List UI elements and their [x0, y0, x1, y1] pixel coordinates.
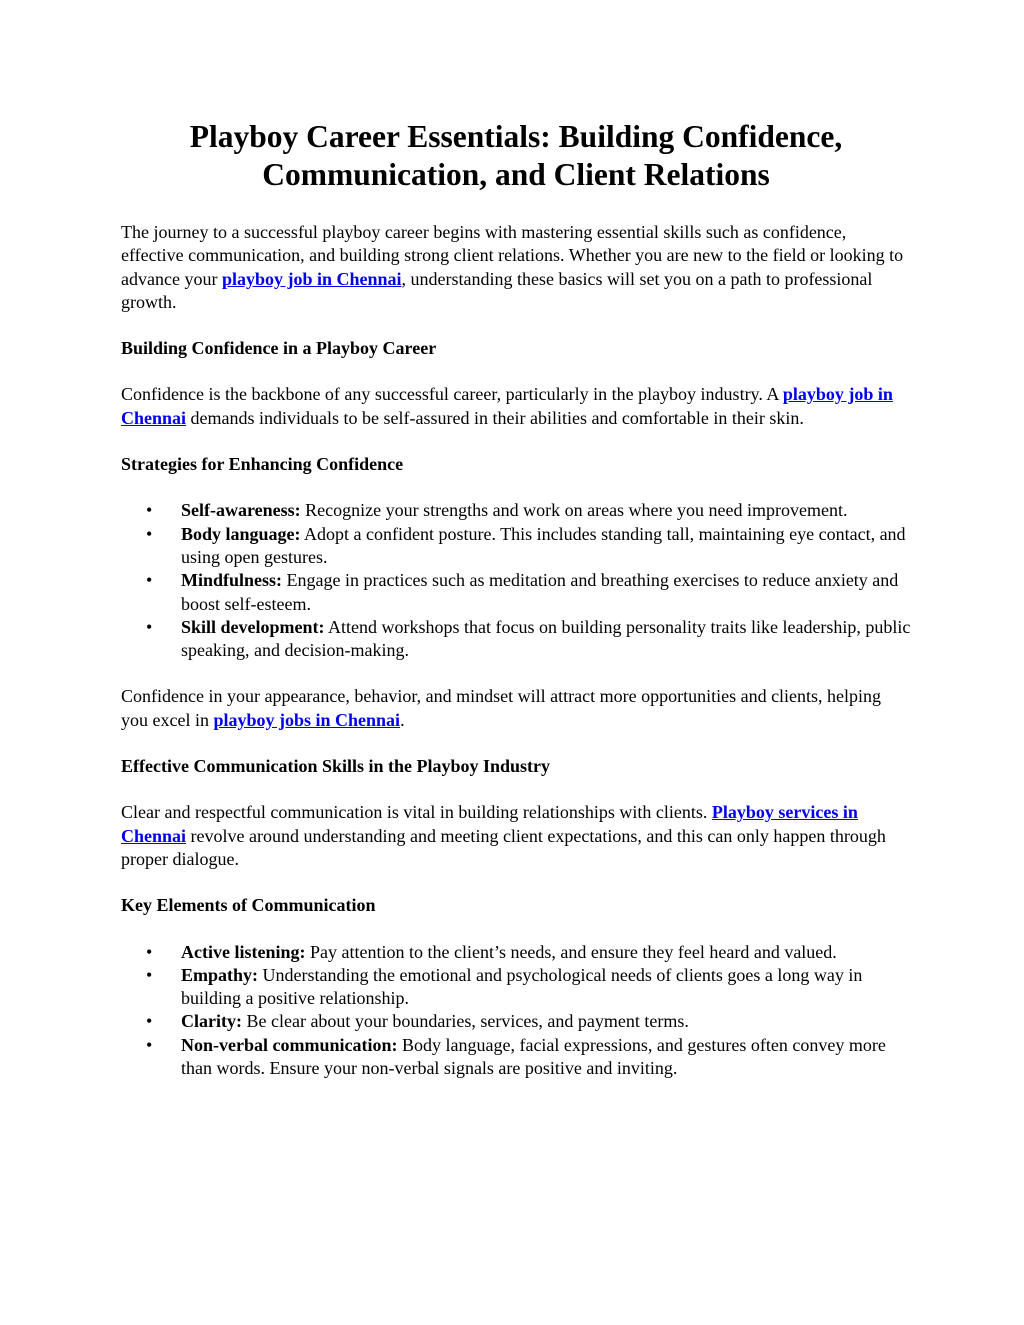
intro-paragraph	[121, 221, 911, 314]
list-item	[121, 616, 911, 663]
page-title: Playboy Career Essentials: Building Confidence, Communication, and Client Relations	[189, 119, 843, 192]
document-page	[121, 118, 911, 1080]
list-item-term: Body language:	[181, 523, 301, 544]
list-item	[121, 569, 911, 616]
list-item-text: Attend workshops that focus on building personality traits like leadership, public speaking, and decision-making.	[181, 616, 911, 661]
intro-text-before: The journey to a successful playboy career begins with mastering essential skills such as confidence, effective communication, and building strong client relations. Whether you are new to the field or looking to advance your	[121, 222, 904, 289]
bullet-icon: •	[146, 570, 153, 591]
list-item-term: Empathy:	[181, 964, 259, 985]
list-item	[121, 964, 911, 1011]
bullet-icon: •	[146, 523, 153, 544]
bullet-icon: •	[146, 1034, 153, 1055]
list-item-term: Self-awareness:	[181, 500, 301, 521]
section2-text-after: revolve around understanding and meeting client expectations, and this can only happen through proper dialogue.	[121, 825, 886, 869]
list-item-term: Clarity:	[181, 1011, 242, 1032]
list-item	[121, 1010, 911, 1033]
list-item-text: Understanding the emotional and psychological needs of clients goes a long way in building a positive relationship.	[181, 964, 863, 1009]
list-item-term: Active listening:	[181, 941, 306, 962]
list-item-text: Engage in practices such as meditation and breathing exercises to reduce anxiety and boost self-esteem.	[181, 570, 899, 614]
section2-link-playboy-services-chennai[interactable]: Playboy services in Chennai	[121, 802, 858, 846]
closing-link-playboy-jobs-chennai[interactable]: playboy jobs in Chennai	[213, 709, 401, 730]
list-item	[121, 499, 911, 522]
confidence-strategies-list	[121, 499, 911, 662]
list-item-term: Non-verbal communication:	[181, 1034, 398, 1055]
list-item	[121, 1034, 911, 1081]
closing-text-after: .	[400, 709, 405, 730]
section2-paragraph	[121, 801, 911, 871]
bullet-icon: •	[146, 964, 153, 985]
bullet-icon: •	[146, 1011, 153, 1032]
section1-heading: Building Confidence in a Playboy Career	[121, 338, 437, 359]
communication-elements-list	[121, 941, 911, 1081]
list-item-text: Adopt a confident posture. This includes standing tall, maintaining eye contact, and using open gestures.	[181, 523, 906, 567]
list-item-term: Mindfulness:	[181, 570, 283, 591]
list-item-term: Skill development:	[181, 616, 325, 637]
list-item-text: Body language, facial expressions, and gestures often convey more than words. Ensure your non-verbal signals are positive and inviting.	[181, 1034, 886, 1079]
section1-text-before: Confidence is the backbone of any successful career, particularly in the playboy industry. A	[121, 384, 783, 405]
bullet-icon: •	[146, 941, 153, 962]
bullet-icon: •	[146, 616, 153, 637]
bullet-icon: •	[146, 500, 153, 521]
list-item-text: Be clear about your boundaries, services, and payment terms.	[241, 1011, 689, 1032]
list-item-text: Pay attention to the client’s needs, and ensure they feel heard and valued.	[305, 941, 837, 962]
section1-closing-paragraph	[121, 685, 911, 732]
list-item	[121, 941, 911, 964]
list-item	[121, 523, 911, 570]
section1-subheading: Strategies for Enhancing Confidence	[121, 454, 404, 475]
intro-text-after: , understanding these basics will set you on a path to professional growth.	[121, 268, 873, 312]
section1-paragraph	[121, 383, 911, 430]
section2-heading: Effective Communication Skills in the Playboy Industry	[121, 756, 551, 777]
intro-link-playboy-job-chennai[interactable]: playboy job in Chennai	[221, 268, 402, 289]
section1-text-after: demands individuals to be self-assured in their abilities and comfortable in their skin.	[186, 407, 804, 428]
list-item-text: Recognize your strengths and work on areas where you need improvement.	[300, 500, 848, 521]
section1-link-playboy-job-chennai[interactable]: playboy job in Chennai	[121, 384, 893, 428]
section2-subheading: Key Elements of Communication	[121, 895, 376, 916]
closing-text-before: Confidence in your appearance, behavior, and mindset will attract more opportunities and clients, helping you excel in	[121, 686, 882, 730]
section2-text-before: Clear and respectful communication is vital in building relationships with clients.	[121, 802, 712, 823]
